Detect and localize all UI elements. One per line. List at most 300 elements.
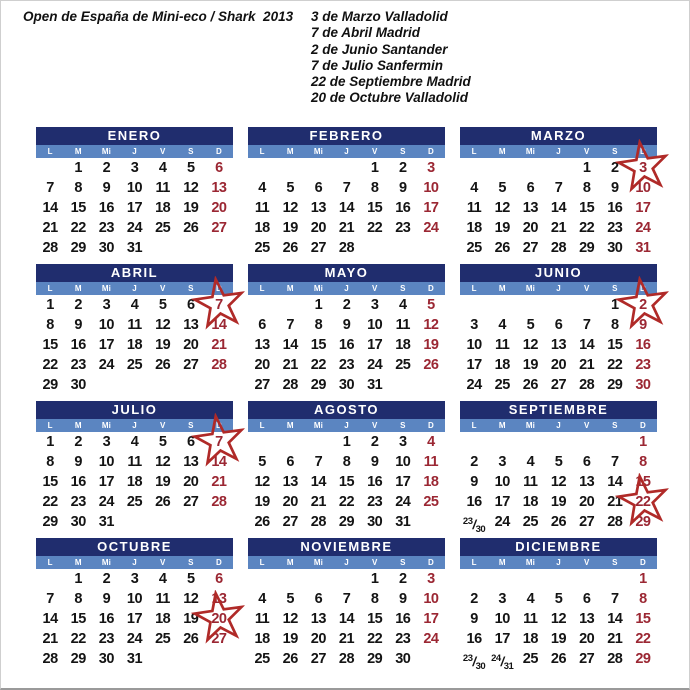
date-cell: 11 xyxy=(155,591,170,607)
day-initial: J xyxy=(344,147,349,156)
date-cell: 13 xyxy=(310,611,326,627)
date-cell: 22 xyxy=(367,220,383,236)
week-row xyxy=(248,375,445,395)
date-cell: 8 xyxy=(582,180,591,196)
date-cell: 4 xyxy=(398,297,407,313)
date-cell: $^{23}/_{30}$ xyxy=(462,516,486,535)
date-cell: 30 xyxy=(98,240,114,256)
date-cell: 27 xyxy=(579,514,595,530)
date-cell: 26 xyxy=(550,651,567,667)
date-cell: 28 xyxy=(607,651,623,667)
empty-cell xyxy=(573,295,601,315)
date-cell: 12 xyxy=(423,317,439,333)
date-cell: 17 xyxy=(126,200,143,216)
date-cell: $^{23}/_{30}$ xyxy=(462,653,486,672)
date-cell: 5 xyxy=(286,180,294,196)
date-cell: 12 xyxy=(282,200,298,216)
date-cell: 8 xyxy=(639,454,647,470)
date-cell: 17 xyxy=(423,200,439,216)
date-cell: 18 xyxy=(423,474,439,490)
day-initial: J xyxy=(344,421,349,430)
date-cell: 10 xyxy=(423,180,439,196)
date-cell: 30 xyxy=(395,651,411,667)
week-row xyxy=(460,432,657,452)
date-cell: 28 xyxy=(550,240,567,256)
week-row xyxy=(248,609,445,629)
date-cell: 14 xyxy=(550,200,567,216)
date-cell: 15 xyxy=(579,200,595,216)
date-cell: 11 xyxy=(495,337,510,353)
date-cell: 15 xyxy=(42,337,58,353)
date-cell: 23 xyxy=(607,220,623,236)
day-initial: D xyxy=(640,558,646,567)
date-cell: 11 xyxy=(155,180,170,196)
month-title: DICIEMBRE xyxy=(460,538,657,556)
date-cell: 22 xyxy=(579,220,595,236)
date-cell: 29 xyxy=(579,240,595,256)
date-cell: 6 xyxy=(582,454,591,470)
day-initial: D xyxy=(640,147,646,156)
date-cell: 6 xyxy=(314,591,323,607)
week-row xyxy=(248,238,445,258)
week-row xyxy=(460,569,657,589)
month-junio xyxy=(460,264,657,395)
date-cell: 4 xyxy=(130,297,139,313)
event-item: 7 de Julio Sanfermin xyxy=(311,57,444,73)
month-agosto xyxy=(248,401,445,532)
week-row xyxy=(460,629,657,649)
empty-cell xyxy=(92,375,120,395)
week-row xyxy=(460,589,657,609)
date-cell: 11 xyxy=(423,454,439,470)
date-cell: 15 xyxy=(70,611,86,627)
date-cell: 22 xyxy=(70,631,86,647)
date-cell: 21 xyxy=(607,631,623,647)
empty-cell xyxy=(460,432,488,452)
date-cell: 5 xyxy=(258,454,266,470)
week-row xyxy=(36,335,233,355)
day-initial: D xyxy=(216,284,222,293)
date-cell: 25 xyxy=(395,357,411,373)
week-row xyxy=(460,178,657,198)
week-row xyxy=(460,295,657,315)
day-initial: J xyxy=(556,558,561,567)
week-row xyxy=(248,452,445,472)
day-initial: Mi xyxy=(525,147,535,156)
date-cell: 9 xyxy=(74,317,82,333)
date-cell: 4 xyxy=(526,591,535,607)
date-cell: 11 xyxy=(523,474,538,490)
empty-cell xyxy=(460,569,488,589)
day-initial: Mi xyxy=(101,558,111,567)
week-row xyxy=(460,238,657,258)
date-cell: 26 xyxy=(282,651,298,667)
date-cell: 21 xyxy=(579,357,595,373)
date-cell: 19 xyxy=(155,337,171,353)
date-cell: 31 xyxy=(367,377,383,393)
day-initial: M xyxy=(74,147,82,156)
month-marzo xyxy=(460,127,657,258)
date-cell: 3 xyxy=(130,571,139,587)
date-cell: 12 xyxy=(254,474,270,490)
month-title: FEBRERO xyxy=(248,127,445,145)
date-cell: 19 xyxy=(254,494,270,510)
date-cell: 5 xyxy=(286,591,294,607)
week-row xyxy=(36,238,233,258)
date-cell: 24 xyxy=(635,220,651,236)
day-initial: D xyxy=(216,421,222,430)
date-cell: 30 xyxy=(607,240,623,256)
empty-cell xyxy=(417,649,445,669)
empty-cell xyxy=(304,569,332,589)
date-cell: 8 xyxy=(74,591,82,607)
empty-cell xyxy=(417,238,445,258)
day-initial: V xyxy=(159,558,166,567)
date-cell: 29 xyxy=(607,377,623,393)
date-cell: 1 xyxy=(370,160,379,176)
date-cell: 18 xyxy=(494,357,510,373)
date-cell: 9 xyxy=(470,611,478,627)
date-cell: 5 xyxy=(158,297,167,313)
date-cell: 4 xyxy=(130,434,139,450)
day-initial: D xyxy=(428,284,434,293)
date-cell: 25 xyxy=(126,357,143,373)
date-cell: 17 xyxy=(466,357,482,373)
date-cell: 27 xyxy=(183,357,199,373)
date-cell: 4 xyxy=(158,160,167,176)
date-cell: 13 xyxy=(579,611,595,627)
date-cell: 24 xyxy=(466,377,482,393)
date-cell: 16 xyxy=(395,200,411,216)
day-initial: M xyxy=(286,284,294,293)
date-cell: 7 xyxy=(342,591,351,607)
date-cell: 12 xyxy=(522,337,538,353)
date-cell: 18 xyxy=(254,220,270,236)
week-row xyxy=(460,472,657,492)
day-header-row xyxy=(248,282,445,295)
date-cell: 1 xyxy=(46,434,54,450)
week-row xyxy=(36,218,233,238)
day-initial: D xyxy=(216,147,222,156)
empty-cell xyxy=(120,512,148,532)
event-item: 22 de Septiembre Madrid xyxy=(311,74,471,90)
date-cell: 20 xyxy=(310,631,326,647)
empty-cell xyxy=(177,512,205,532)
date-cell: 13 xyxy=(211,591,227,607)
day-header-row xyxy=(248,419,445,432)
date-cell: 25 xyxy=(522,651,538,667)
day-initial: Mi xyxy=(525,284,535,293)
empty-cell xyxy=(573,432,601,452)
date-cell: 1 xyxy=(639,434,647,450)
date-cell: 22 xyxy=(367,631,383,647)
week-row xyxy=(36,589,233,609)
empty-cell xyxy=(205,238,233,258)
date-cell: 16 xyxy=(98,200,114,216)
date-cell: 9 xyxy=(102,591,111,607)
date-cell: 27 xyxy=(310,651,326,667)
week-row xyxy=(248,589,445,609)
day-header-row xyxy=(460,282,657,295)
day-initial: V xyxy=(371,421,378,430)
empty-cell xyxy=(149,375,177,395)
date-cell: 12 xyxy=(155,317,171,333)
day-header-row xyxy=(36,556,233,569)
date-cell: 19 xyxy=(550,494,567,510)
empty-cell xyxy=(205,512,233,532)
day-initial: S xyxy=(188,147,194,156)
day-initial: L xyxy=(47,558,53,567)
date-cell: 14 xyxy=(607,474,623,490)
date-cell: 6 xyxy=(286,454,294,470)
empty-cell xyxy=(149,238,177,258)
date-cell: 23 xyxy=(367,494,383,510)
date-cell: 15 xyxy=(70,200,86,216)
date-cell: 2 xyxy=(370,434,379,450)
event-item: 2 de Junio Santander xyxy=(311,41,448,57)
day-initial: Mi xyxy=(101,147,111,156)
day-initial: M xyxy=(286,147,294,156)
date-cell: 25 xyxy=(522,514,538,530)
month-title: OCTUBRE xyxy=(36,538,233,556)
date-cell: 7 xyxy=(342,180,351,196)
date-cell: 7 xyxy=(610,591,619,607)
date-cell: 3 xyxy=(398,434,407,450)
week-row xyxy=(248,198,445,218)
day-initial: S xyxy=(612,558,618,567)
empty-cell xyxy=(276,569,304,589)
day-initial: S xyxy=(188,558,194,567)
week-row xyxy=(248,472,445,492)
week-row xyxy=(248,649,445,669)
date-cell: 26 xyxy=(183,631,199,647)
date-cell: 24 xyxy=(395,494,411,510)
day-initial: J xyxy=(344,284,349,293)
date-cell: 20 xyxy=(183,337,199,353)
date-cell: 24 xyxy=(423,631,439,647)
date-cell: 21 xyxy=(42,631,58,647)
date-cell: 7 xyxy=(46,180,54,196)
date-cell: 9 xyxy=(74,454,82,470)
date-cell: 4 xyxy=(258,180,266,196)
week-row xyxy=(36,629,233,649)
date-cell: 30 xyxy=(98,651,114,667)
month-title: ENERO xyxy=(36,127,233,145)
date-cell: 3 xyxy=(370,297,379,313)
week-row xyxy=(36,649,233,669)
date-cell: 6 xyxy=(314,180,323,196)
date-cell: 2 xyxy=(102,160,111,176)
empty-cell xyxy=(332,569,360,589)
week-row xyxy=(248,629,445,649)
empty-cell xyxy=(332,158,360,178)
date-cell: 14 xyxy=(607,611,623,627)
date-cell: 26 xyxy=(254,514,270,530)
day-initial: D xyxy=(428,558,434,567)
date-cell: 2 xyxy=(74,434,82,450)
date-cell: 6 xyxy=(554,317,563,333)
month-abril xyxy=(36,264,233,395)
date-cell: 12 xyxy=(155,454,171,470)
day-initial: S xyxy=(612,147,618,156)
day-initial: Mi xyxy=(101,284,111,293)
date-cell: 5 xyxy=(498,180,506,196)
day-initial: L xyxy=(47,147,53,156)
date-cell: 10 xyxy=(395,454,411,470)
date-cell: 27 xyxy=(579,651,595,667)
date-cell: 27 xyxy=(211,220,227,236)
calendar-grid xyxy=(36,127,657,672)
date-cell: 28 xyxy=(338,240,355,256)
day-header-row xyxy=(460,145,657,158)
date-cell: 5 xyxy=(158,434,167,450)
week-row xyxy=(460,198,657,218)
empty-cell xyxy=(460,158,488,178)
date-cell: 10 xyxy=(494,474,510,490)
week-row xyxy=(36,569,233,589)
date-cell: 13 xyxy=(282,474,298,490)
date-cell: 28 xyxy=(282,377,298,393)
date-cell: 30 xyxy=(70,377,86,393)
date-cell: 21 xyxy=(338,631,355,647)
date-cell: 31 xyxy=(635,240,651,256)
page-title: Open de España de Mini-eco / Shark 2013 xyxy=(23,9,294,24)
day-initial: V xyxy=(159,284,166,293)
date-cell: 20 xyxy=(522,220,538,236)
date-cell: 28 xyxy=(211,494,227,510)
week-row xyxy=(460,218,657,238)
date-cell: 20 xyxy=(310,220,326,236)
date-cell: 25 xyxy=(254,651,270,667)
date-cell: 19 xyxy=(183,200,199,216)
date-cell: 1 xyxy=(582,160,591,176)
date-cell: 12 xyxy=(183,180,199,196)
date-cell: 23 xyxy=(395,220,411,236)
date-cell: 8 xyxy=(639,591,647,607)
day-initial: S xyxy=(400,421,406,430)
date-cell: 21 xyxy=(282,357,298,373)
week-row xyxy=(36,375,233,395)
day-initial: J xyxy=(132,421,137,430)
date-cell: 9 xyxy=(102,180,111,196)
date-cell: 28 xyxy=(211,357,227,373)
date-cell: 16 xyxy=(395,611,411,627)
date-cell: 3 xyxy=(427,160,435,176)
day-initial: M xyxy=(286,421,294,430)
date-cell: 4 xyxy=(427,434,435,450)
date-cell: 13 xyxy=(183,454,199,470)
month-title: ABRIL xyxy=(36,264,233,282)
date-cell: 20 xyxy=(205,609,233,629)
day-initial: V xyxy=(583,284,590,293)
date-cell: 23 xyxy=(395,631,411,647)
day-initial: V xyxy=(371,284,378,293)
date-cell: 2 xyxy=(398,571,407,587)
date-cell: 2 xyxy=(470,454,478,470)
day-initial: V xyxy=(583,558,590,567)
date-cell: 8 xyxy=(342,454,351,470)
date-cell: 15 xyxy=(367,611,383,627)
date-cell: 16 xyxy=(466,631,482,647)
empty-cell xyxy=(36,569,64,589)
date-cell: 24 xyxy=(494,514,510,530)
date-cell: 10 xyxy=(494,611,510,627)
month-title: MARZO xyxy=(460,127,657,145)
date-cell: 2 xyxy=(74,297,82,313)
date-cell: 1 xyxy=(639,571,647,587)
date-cell: 17 xyxy=(367,337,383,353)
date-cell: 13 xyxy=(550,337,567,353)
day-initial: Mi xyxy=(313,147,323,156)
date-cell: 17 xyxy=(395,474,411,490)
week-row xyxy=(460,158,657,178)
date-cell: 11 xyxy=(466,200,482,216)
date-cell: 26 xyxy=(282,240,298,256)
date-cell: 8 xyxy=(74,180,82,196)
date-cell: 20 xyxy=(183,474,199,490)
date-cell: 16 xyxy=(338,337,355,353)
date-cell: 19 xyxy=(282,631,298,647)
date-cell: 26 xyxy=(155,357,171,373)
empty-cell xyxy=(417,512,445,532)
empty-cell xyxy=(516,569,544,589)
date-cell: 5 xyxy=(186,160,195,176)
week-row xyxy=(36,178,233,198)
date-cell: 24 xyxy=(367,357,383,373)
date-cell: 5 xyxy=(554,591,563,607)
date-cell: 23 xyxy=(98,631,114,647)
date-cell: 25 xyxy=(155,631,171,647)
date-cell: 10 xyxy=(98,317,114,333)
date-cell: 13 xyxy=(579,474,595,490)
date-cell: 18 xyxy=(126,474,143,490)
day-initial: J xyxy=(132,558,137,567)
date-cell: 24 xyxy=(126,631,143,647)
empty-cell xyxy=(120,375,148,395)
date-cell: 8 xyxy=(610,317,619,333)
date-cell: 10 xyxy=(126,591,143,607)
day-initial: L xyxy=(47,284,53,293)
date-cell: 14 xyxy=(42,200,58,216)
day-header-row xyxy=(460,419,657,432)
date-cell: 11 xyxy=(127,317,142,333)
date-cell: 18 xyxy=(254,631,270,647)
week-row xyxy=(248,492,445,512)
empty-cell xyxy=(601,432,629,452)
day-initial: J xyxy=(556,147,561,156)
date-cell: 8 xyxy=(46,317,54,333)
date-cell: 2 xyxy=(629,295,657,315)
date-cell: 26 xyxy=(183,220,199,236)
date-cell: 8 xyxy=(370,180,379,196)
date-cell: 14 xyxy=(42,611,58,627)
date-cell: 10 xyxy=(466,337,482,353)
date-cell: 20 xyxy=(211,200,227,216)
week-row xyxy=(248,512,445,532)
date-cell: 1 xyxy=(46,297,54,313)
week-row xyxy=(460,609,657,629)
date-cell: 24 xyxy=(423,220,439,236)
date-cell: 22 xyxy=(635,631,651,647)
date-cell: 22 xyxy=(338,494,355,510)
date-cell: 18 xyxy=(155,200,171,216)
date-cell: 26 xyxy=(550,514,567,530)
date-cell: 1 xyxy=(370,571,379,587)
date-cell: 27 xyxy=(211,631,227,647)
date-cell: 29 xyxy=(367,651,383,667)
date-cell: 15 xyxy=(310,337,326,353)
date-cell: 13 xyxy=(183,317,199,333)
